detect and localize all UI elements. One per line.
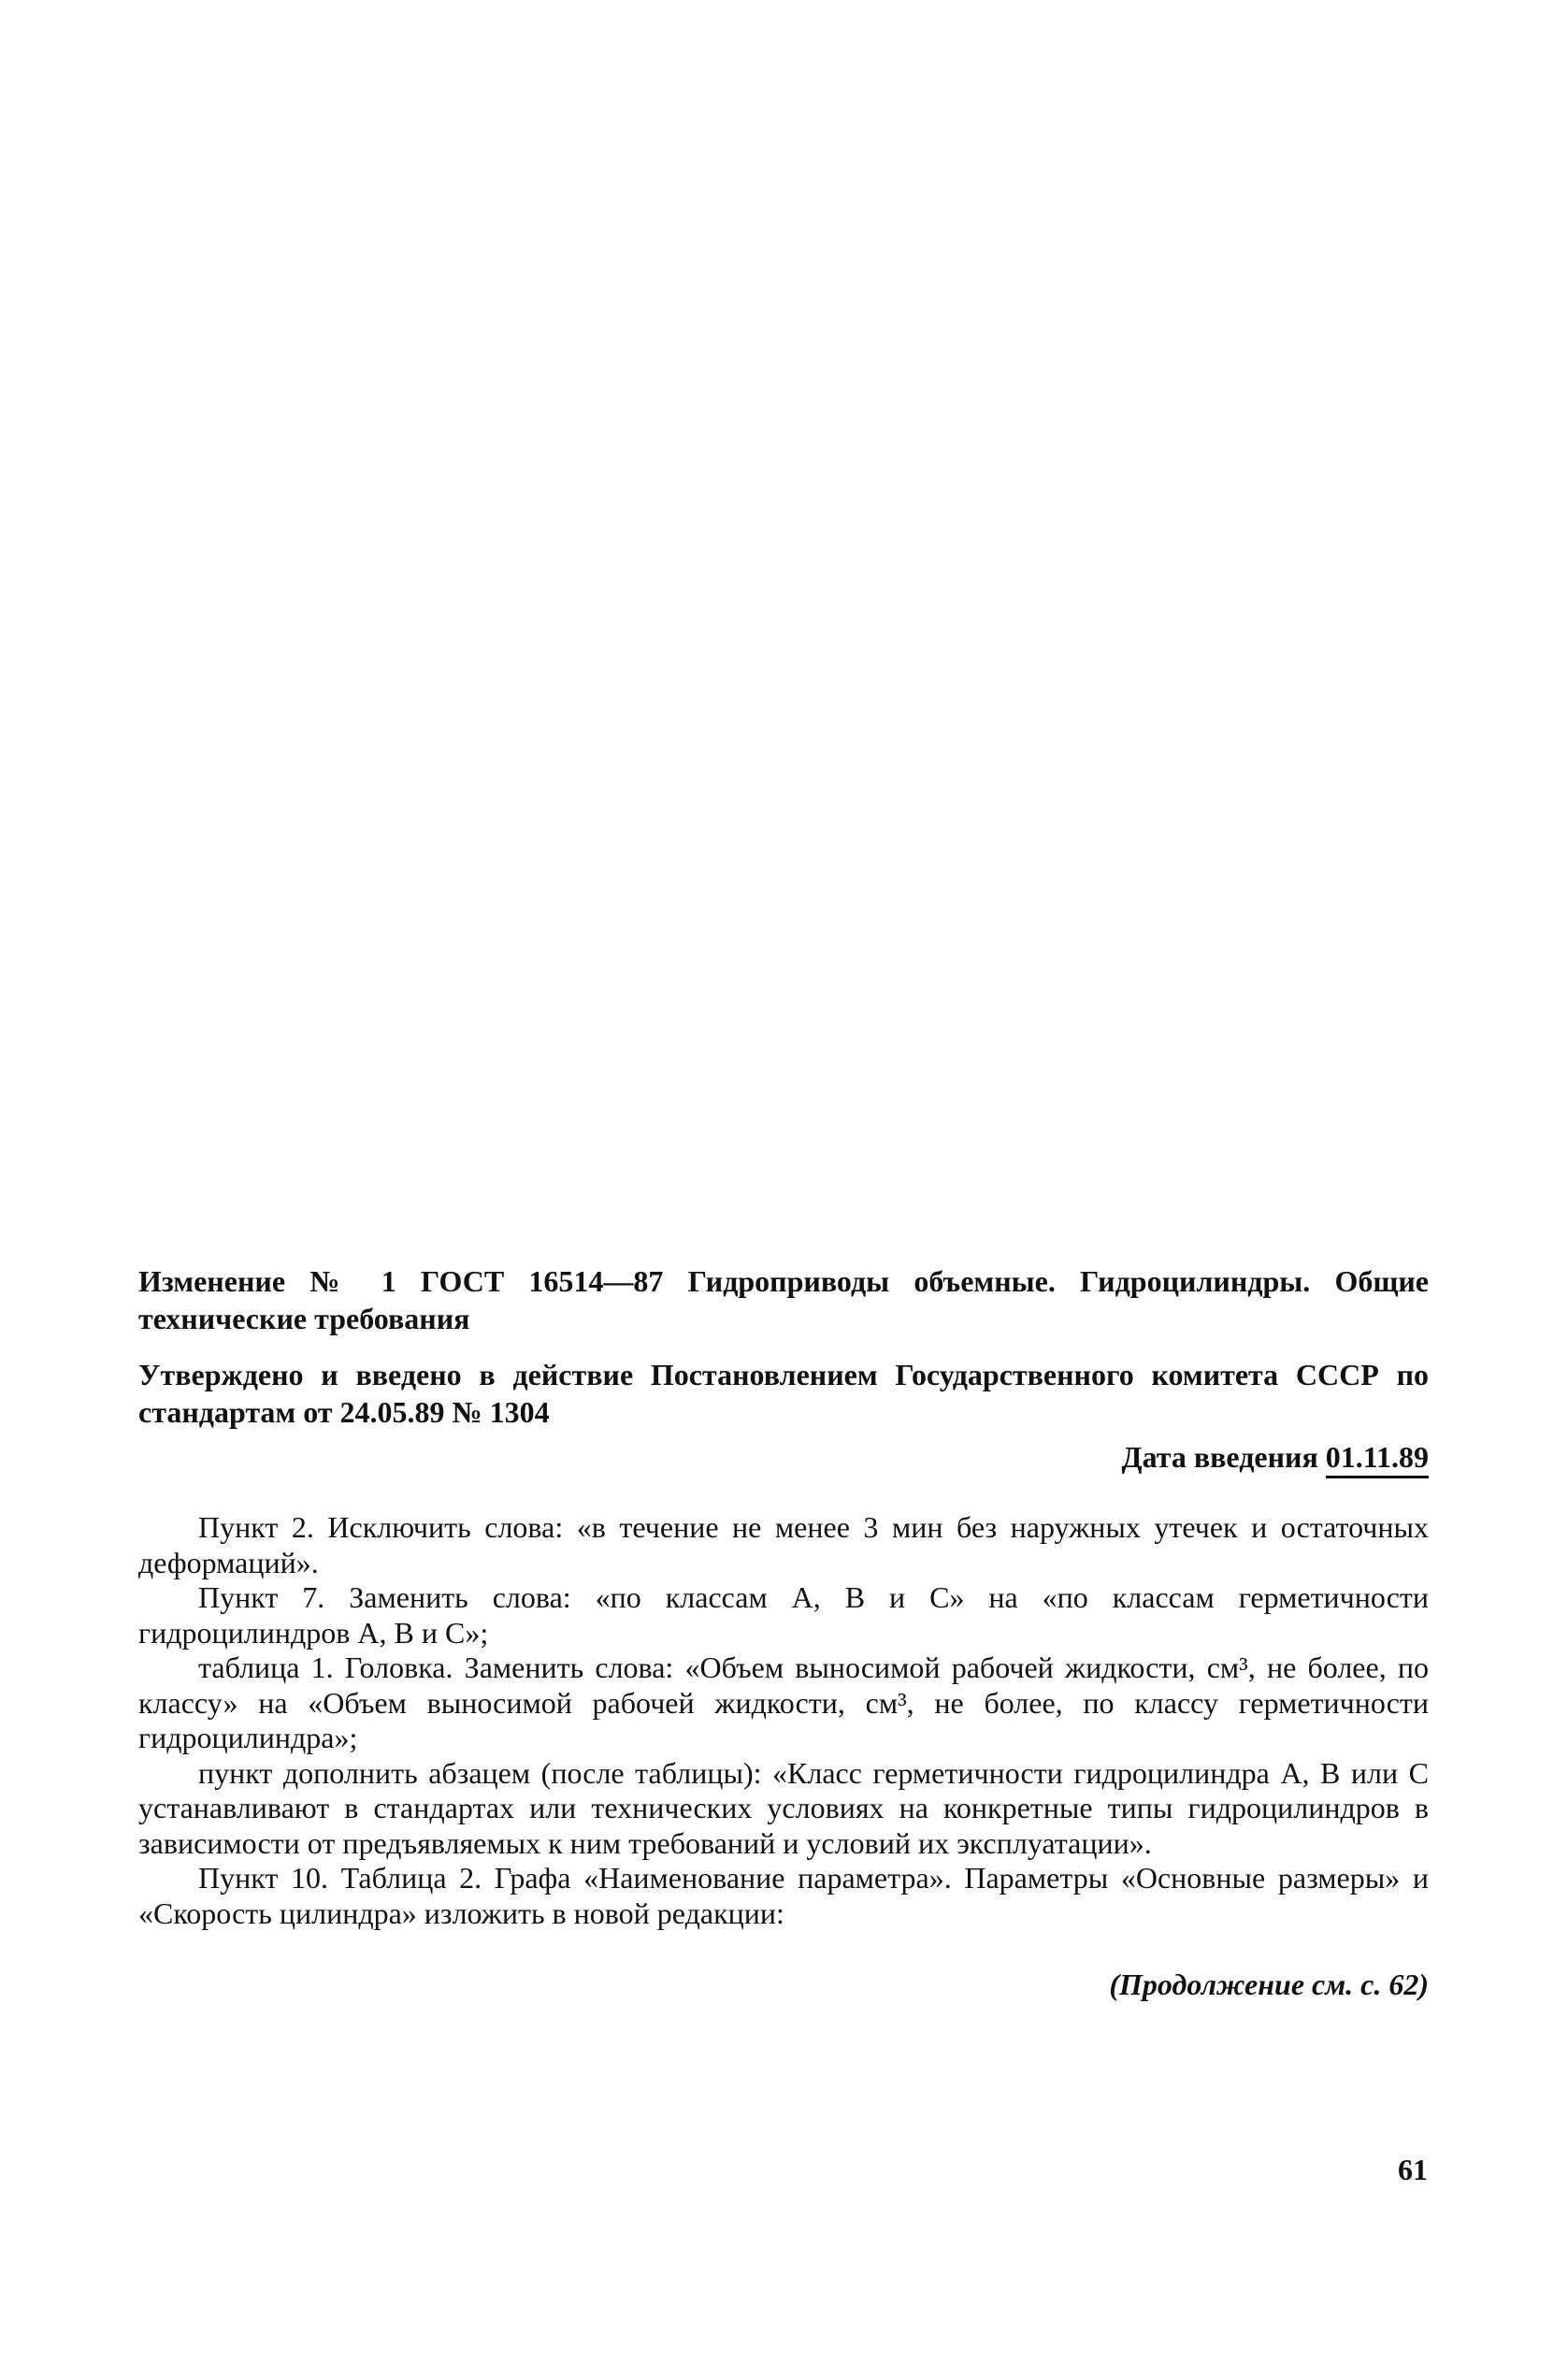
- amendment-body: [138, 1510, 1429, 1931]
- approval-statement: Утверждено и введено в действие Постановлением Государственного комитета СССР по стандартам от 24.05.89 № 1304: [138, 1358, 1429, 1429]
- effective-date-value: 01.11.89: [1326, 1440, 1429, 1478]
- paragraph-table-1: таблица 1. Головка. Заменить слова: «Объем выносимой рабочей жидкости, см³, не более, по классу» на «Объем выносимой рабочей жидкости, см³, не более, по классу герметичности гидроцилиндра»;: [138, 1650, 1429, 1754]
- document-heading: Изменение № 1 ГОСТ 16514—87 Гидроприводы объемные. Гидроцилиндры. Общие технические требования: [138, 1264, 1429, 1335]
- paragraph-item-10: Пункт 10. Таблица 2. Графа «Наименование параметра». Параметры «Основные размеры» и «Скорость цилиндра» изложить в новой редакции:: [138, 1861, 1429, 1930]
- continuation-note: (Продолжение см. с. 62): [1109, 1968, 1429, 2001]
- effective-date: [1122, 1438, 1429, 1476]
- paragraph-item-2: Пункт 2. Исключить слова: «в течение не менее 3 мин без наружных утечек и остаточных деформаций».: [138, 1510, 1429, 1579]
- paragraph-addition: пункт дополнить абзацем (после таблицы): «Класс герметичности гидроцилиндра А, В или С устанавливают в стандартах или технических условиях на конкретные типы гидроцилиндров в зависимости от предъявляемых к ним требований и условий их эксплуатации».: [138, 1755, 1429, 1860]
- paragraph-item-7: Пункт 7. Заменить слова: «по классам А, В и С» на «по классам герметичности гидроцилиндров А, В и С»;: [138, 1580, 1429, 1650]
- page-number: 61: [1398, 2153, 1428, 2186]
- effective-date-label: Дата введения: [1121, 1440, 1318, 1474]
